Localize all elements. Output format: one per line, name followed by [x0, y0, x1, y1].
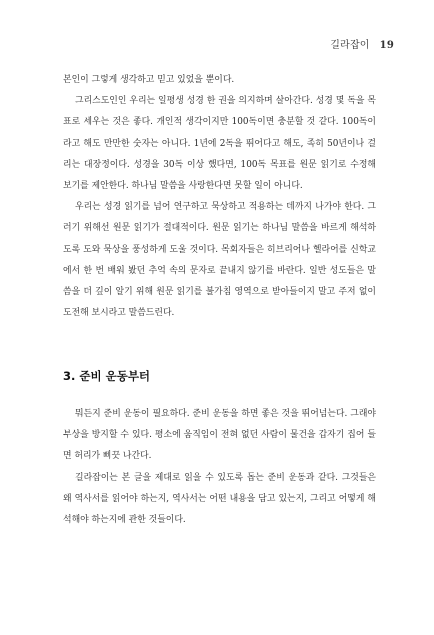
section-heading: 3. 준비 운동부터 — [63, 369, 151, 383]
paragraph: 그리스도인인 우리는 일평생 성경 한 권을 의지하며 살아간다. 성경 몇 독을 목표로 세우는 것은 좋다. 개인적 생각이지만 100독이면 충분할 것 같다. 100독이라고 해도 만만한 숫자는 아니다. 1년에 2독을 뛰어다고 해도, 족히 50년이나 걸리는 대장정이다. 성경을 30독 이상 했다면, 100독 목표를 원문 읽기로 수정해 보기를 제안한다. 하나님 말씀을 사랑한다면 못할 일이 아니다. — [63, 96, 376, 192]
running-title: 길라잡이 — [330, 40, 370, 51]
running-header — [330, 36, 394, 51]
body-text-top — [63, 70, 376, 324]
paragraph: 우리는 성경 읽기를 넘어 연구하고 묵상하고 적용하는 데까지 나가야 한다. 그러기 위해선 원문 읽기가 절대적이다. 원문 읽기는 하나님 말씀을 바르게 해석하도록 도와 묵상을 풍성하게 도울 것이다. 목회자들은 히브리어나 헬라어를 신학교에서 한 번 배워 봤던 추억 속의 문자로 끝내지 않기를 바란다. 일반 성도들은 말씀을 더 깊이 알기 위해 원문 읽기를 불가침 영역으로 받아들이지 말고 주저 없이 도전해 보시라고 말씀드린다. — [63, 202, 376, 319]
page-number: 19 — [379, 40, 394, 51]
paragraph: 길라잡이는 본 글을 제대로 읽을 수 있도록 돕는 준비 운동과 같다. 그것들은 왜 역사서를 읽어야 하는지, 역사서는 어떤 내용을 담고 있는지, 그리고 어떻게 해석해야 하는지에 관한 것들이다. — [63, 472, 376, 526]
body-text-bottom — [63, 404, 376, 531]
paragraph: 뭐든지 준비 운동이 필요하다. 준비 운동을 하면 좋은 것을 뛰어넘는다. 그래야 부상을 방지할 수 있다. 평소에 움직임이 전혀 없던 사람이 물건을 갑자기 집어 들면 허리가 삐끗 나간다. — [63, 409, 376, 462]
paragraph-continuation: 본인이 그렇게 생각하고 믿고 있었을 뿐이다. — [63, 75, 235, 85]
